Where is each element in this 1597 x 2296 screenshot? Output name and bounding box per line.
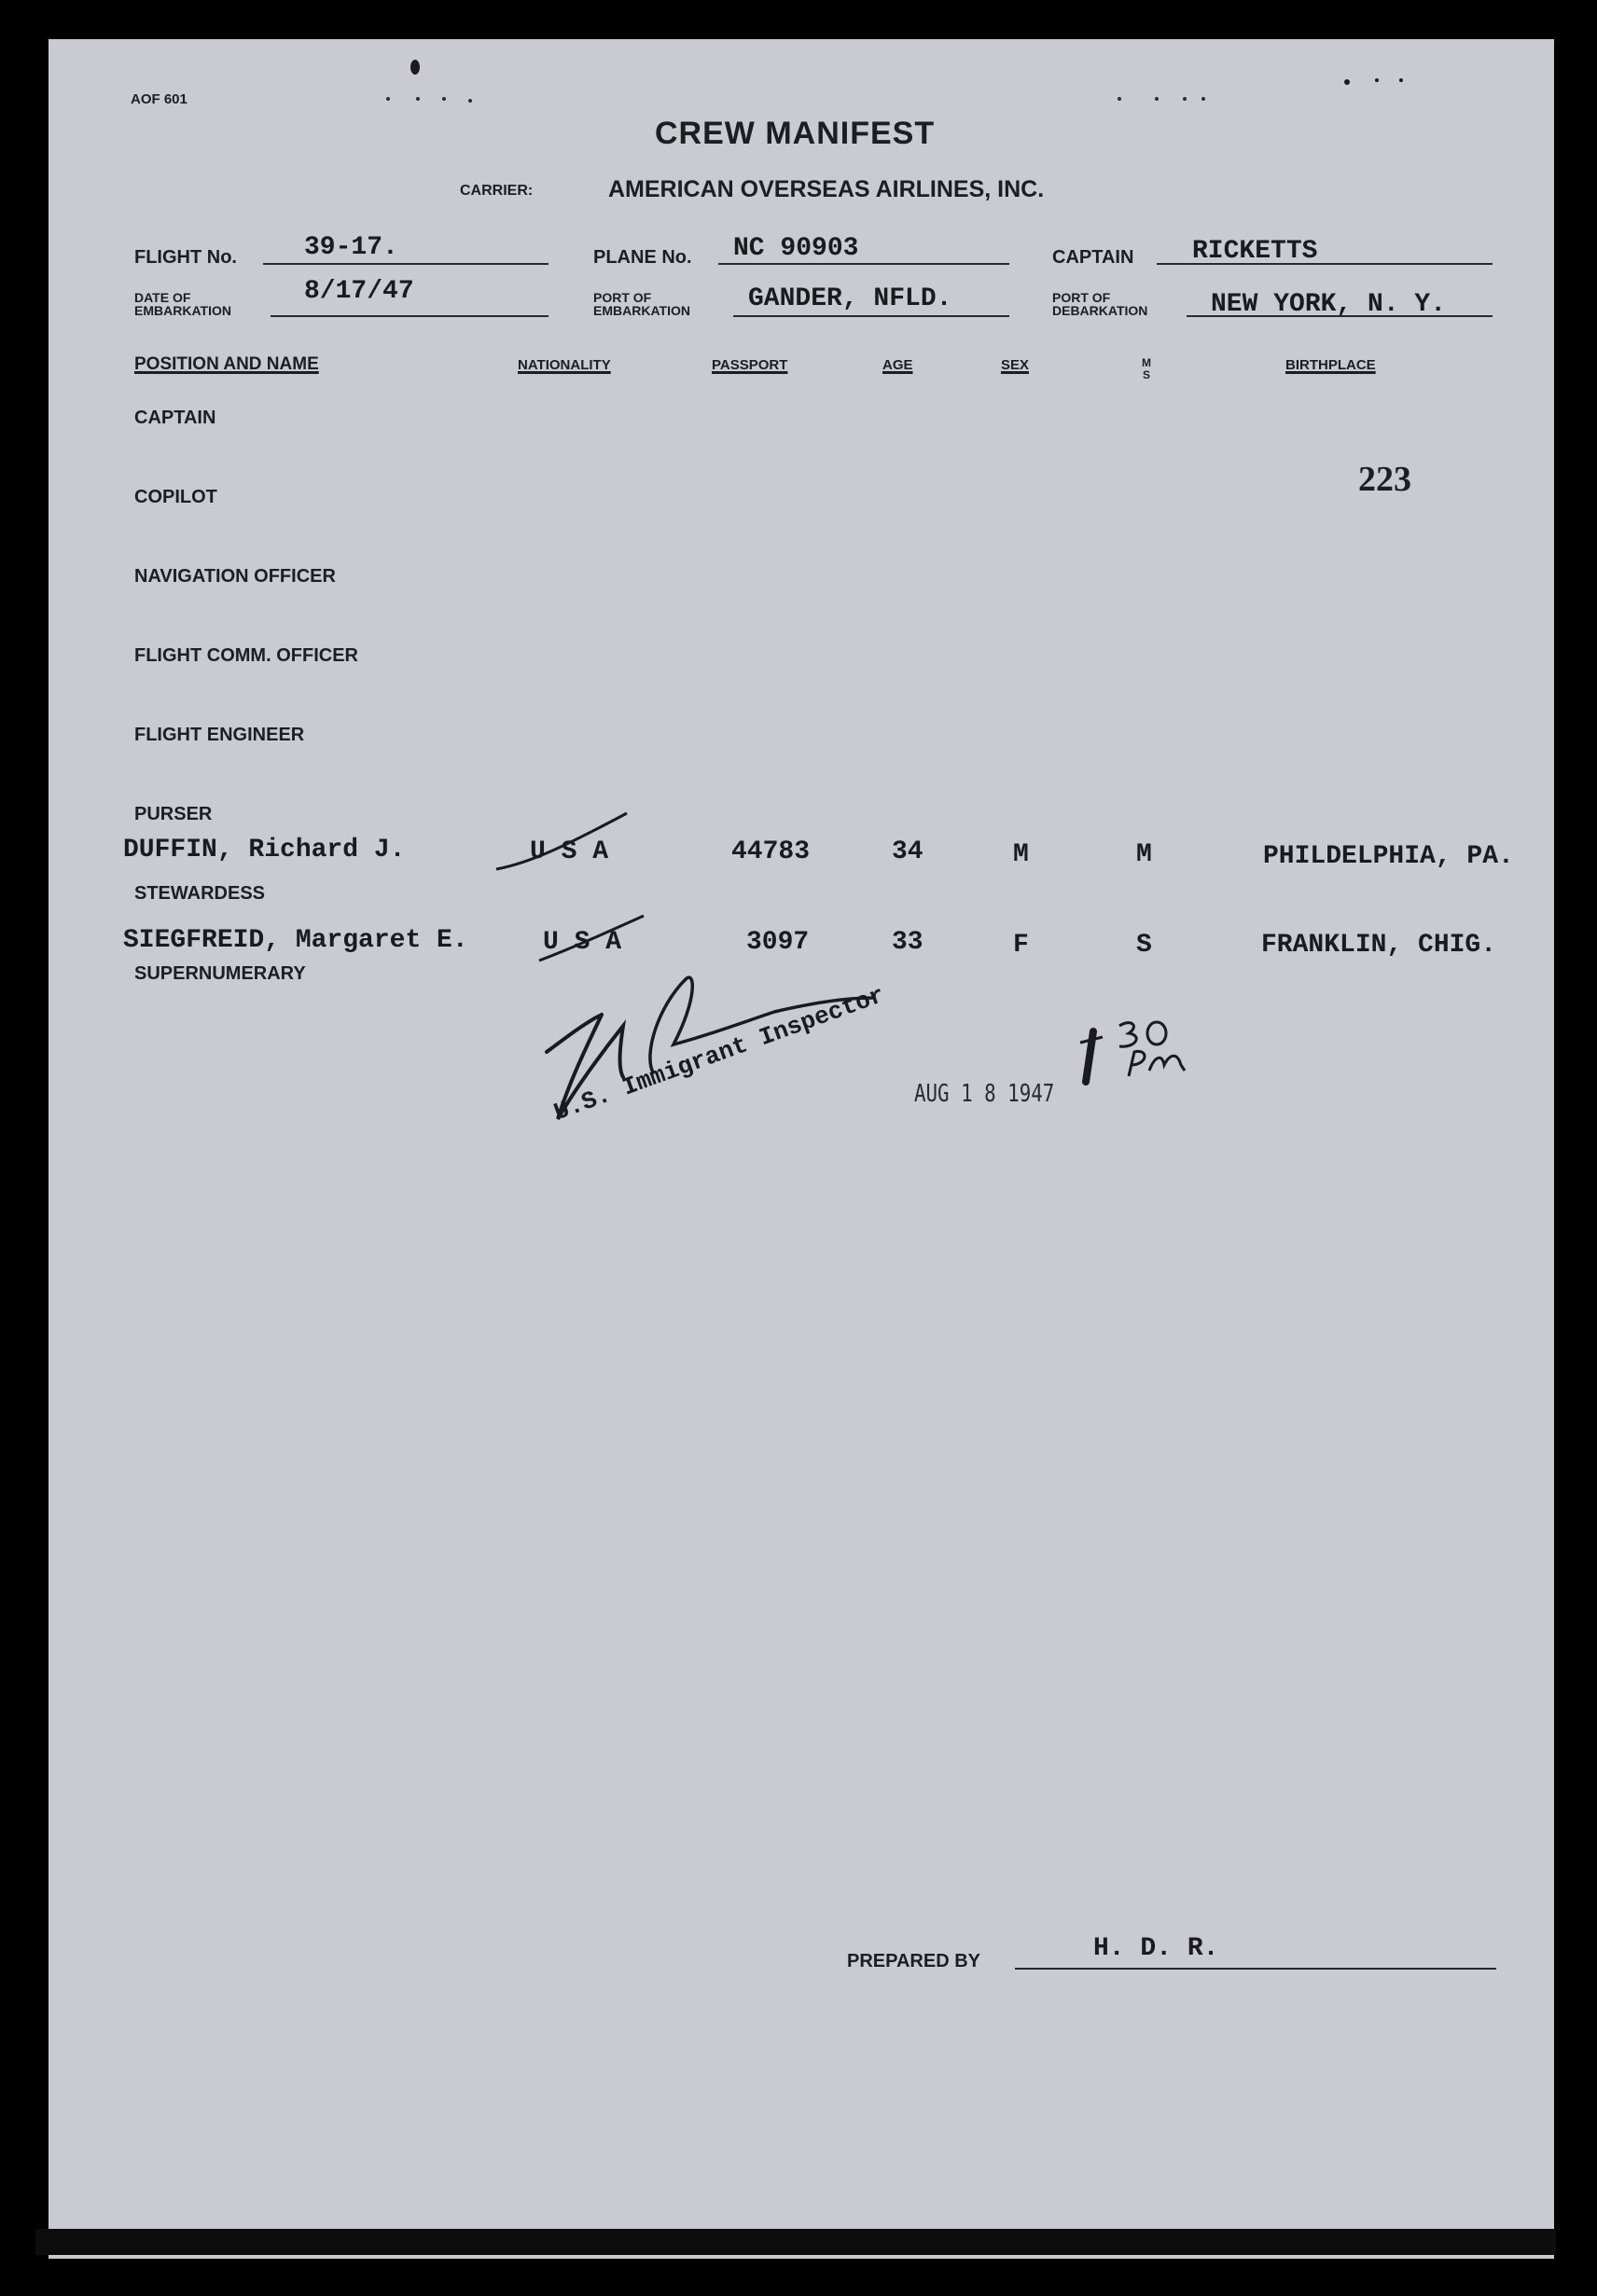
position-flight-comm-officer: FLIGHT COMM. OFFICER xyxy=(134,645,358,666)
position-stewardess: STEWARDESS xyxy=(134,883,266,904)
date-label-1: DATE OF xyxy=(134,290,191,305)
crew-name: SIEGFREID, Margaret E. xyxy=(123,926,468,955)
prepared-by-value: H. D. R. xyxy=(1093,1934,1219,1963)
port-deb-label-2: DEBARKATION xyxy=(1052,303,1148,318)
carrier-value: AMERICAN OVERSEAS AIRLINES, INC. xyxy=(608,176,1045,202)
crew-birthplace: PHILDELPHIA, PA. xyxy=(1263,842,1514,871)
stamp-date: AUG 1 8 1947 xyxy=(914,1080,1055,1108)
page-title: CREW MANIFEST xyxy=(655,116,936,151)
position-flight-engineer: FLIGHT ENGINEER xyxy=(134,725,305,745)
form-code: AOF 601 xyxy=(131,91,187,107)
crew-marital: S xyxy=(1136,931,1152,960)
flight-value: 39-17. xyxy=(304,233,398,262)
crew-nationality: U S A xyxy=(543,928,622,957)
inspector-stamp: U.S. Immigrant Inspector xyxy=(550,980,889,1127)
crew-nationality: U S A xyxy=(530,837,609,866)
col-nationality: NATIONALITY xyxy=(518,357,611,373)
captain-label: CAPTAIN xyxy=(1052,247,1134,268)
plane-value: NC 90903 xyxy=(733,234,859,263)
date-label-2: EMBARKATION xyxy=(134,303,231,318)
col-passport: PASSPORT xyxy=(712,357,788,373)
page-number: 223 xyxy=(1358,460,1411,499)
crew-marital: M xyxy=(1136,840,1152,869)
crew-name: DUFFIN, Richard J. xyxy=(123,836,406,864)
col-sex: SEX xyxy=(1001,357,1030,373)
port-deb-value: NEW YORK, N. Y. xyxy=(1211,290,1447,319)
col-birthplace: BIRTHPLACE xyxy=(1285,357,1376,373)
position-purser: PURSER xyxy=(134,804,213,824)
crew-age: 33 xyxy=(892,928,923,957)
prepared-by-label: PREPARED BY xyxy=(847,1951,980,1971)
port-emb-value: GANDER, NFLD. xyxy=(748,284,952,313)
port-emb-label-1: PORT OF xyxy=(593,290,652,305)
crew-age: 34 xyxy=(892,837,923,866)
position-captain: CAPTAIN xyxy=(134,408,216,428)
crew-passport: 44783 xyxy=(731,837,811,866)
col-age: AGE xyxy=(882,357,913,373)
crew-sex: F xyxy=(1013,931,1029,960)
captain-value: RICKETTS xyxy=(1192,237,1318,266)
date-value: 8/17/47 xyxy=(304,277,414,306)
carrier-label: CARRIER: xyxy=(460,183,534,199)
crew-birthplace: FRANKLIN, CHIG. xyxy=(1261,931,1497,960)
port-emb-label-2: EMBARKATION xyxy=(593,303,690,318)
crew-sex: M xyxy=(1013,840,1029,869)
plane-label: PLANE No. xyxy=(593,247,692,268)
col-marital: M S xyxy=(1142,356,1151,381)
crew-passport: 3097 xyxy=(746,928,810,957)
position-supernumerary: SUPERNUMERARY xyxy=(134,963,306,984)
col-position-and-name: POSITION AND NAME xyxy=(134,354,319,374)
position-copilot: COPILOT xyxy=(134,487,217,507)
flight-label: FLIGHT No. xyxy=(134,247,237,268)
port-deb-label-1: PORT OF xyxy=(1052,290,1111,305)
position-navigation-officer: NAVIGATION OFFICER xyxy=(134,566,336,587)
